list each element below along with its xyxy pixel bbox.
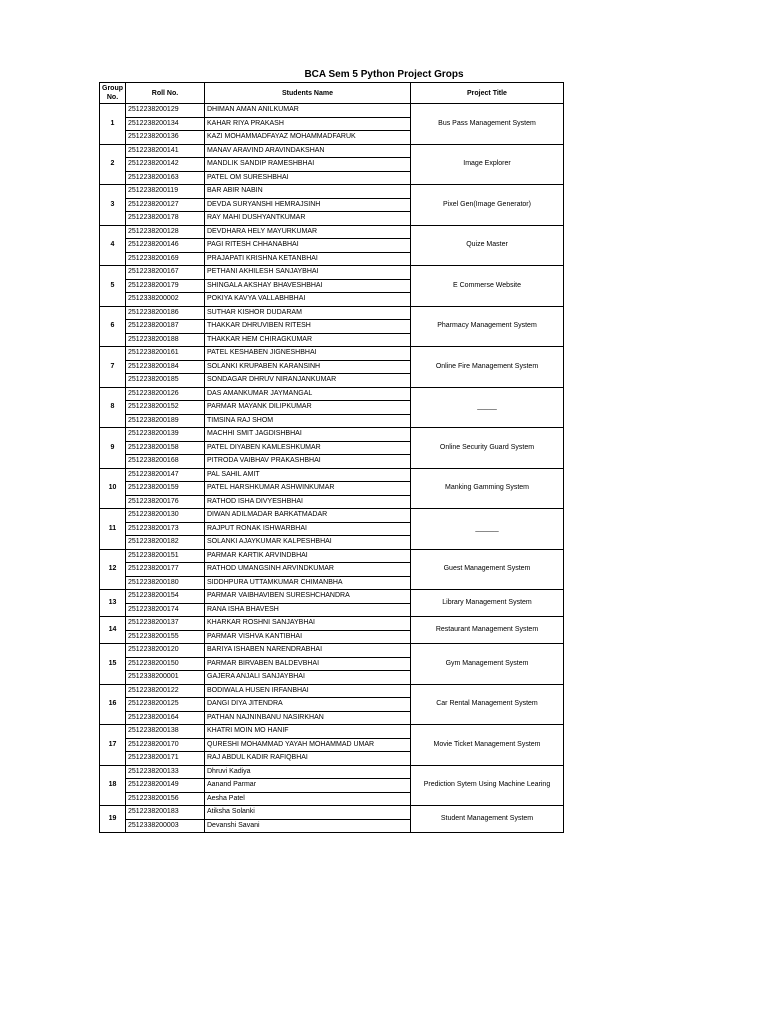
student-name: RATHOD ISHA DIVYESHBHAI xyxy=(205,495,411,509)
group-number: 3 xyxy=(100,185,126,226)
roll-number: 2512238200186 xyxy=(126,306,205,320)
project-title: Manking Gamming System xyxy=(411,468,564,509)
student-name: PARMAR VAIBHAVIBEN SURESHCHANDRA xyxy=(205,590,411,604)
roll-number: 2512238200125 xyxy=(126,698,205,712)
roll-number: 2512238200147 xyxy=(126,468,205,482)
table-row xyxy=(100,387,564,401)
student-name: MANDLIK SANDIP RAMESHBHAI xyxy=(205,158,411,172)
student-name: Atiksha Solanki xyxy=(205,806,411,820)
table-row xyxy=(100,644,564,658)
roll-number: 2512238200177 xyxy=(126,563,205,577)
student-name: PATEL DIYABEN KAMLESHKUMAR xyxy=(205,441,411,455)
student-name: DIWAN ADILMADAR BARKATMADAR xyxy=(205,509,411,523)
table-row xyxy=(100,306,564,320)
student-name: RAJPUT RONAK ISHWARBHAI xyxy=(205,522,411,536)
roll-number: 2512238200154 xyxy=(126,590,205,604)
header-row xyxy=(100,83,564,104)
student-name: PAGI RITESH CHHANABHAI xyxy=(205,239,411,253)
student-name: GAJERA ANJALI SANJAYBHAI xyxy=(205,671,411,685)
group-number: 18 xyxy=(100,765,126,806)
roll-number: 2512238200133 xyxy=(126,765,205,779)
project-title: Gym Management System xyxy=(411,644,564,685)
table-row xyxy=(100,185,564,199)
student-name: PARMAR MAYANK DILIPKUMAR xyxy=(205,401,411,415)
student-name: PETHANI AKHILESH SANJAYBHAI xyxy=(205,266,411,280)
student-name: PITRODA VAIBHAV PRAKASHBHAI xyxy=(205,455,411,469)
student-name: Dhruvi Kadiya xyxy=(205,765,411,779)
roll-number: 2512238200137 xyxy=(126,617,205,631)
table-row xyxy=(100,684,564,698)
student-name: THAKKAR HEM CHIRAGKUMAR xyxy=(205,333,411,347)
project-title: Image Explorer xyxy=(411,144,564,185)
roll-number: 2512238200167 xyxy=(126,266,205,280)
roll-number: 2512238200141 xyxy=(126,144,205,158)
table-row xyxy=(100,428,564,442)
roll-number: 2512238200151 xyxy=(126,549,205,563)
table-row xyxy=(100,806,564,820)
roll-number: 2512238200128 xyxy=(126,225,205,239)
student-name: Devanshi Savani xyxy=(205,819,411,833)
student-name: Aanand Parmar xyxy=(205,779,411,793)
table-row xyxy=(100,104,564,118)
group-number: 16 xyxy=(100,684,126,725)
student-name: PARMAR BIRVABEN BALDEVBHAI xyxy=(205,657,411,671)
roll-number: 2512238200185 xyxy=(126,374,205,388)
project-title: Prediction Sytem Using Machine Learing xyxy=(411,765,564,806)
roll-number: 2512238200169 xyxy=(126,252,205,266)
roll-number: 2512238200155 xyxy=(126,630,205,644)
roll-number: 2512238200180 xyxy=(126,576,205,590)
group-number: 14 xyxy=(100,617,126,644)
roll-number: 2512238200163 xyxy=(126,171,205,185)
student-name: SONDAGAR DHRUV NIRANJANKUMAR xyxy=(205,374,411,388)
project-title: Car Rental Management System xyxy=(411,684,564,725)
student-name: RANA ISHA BHAVESH xyxy=(205,603,411,617)
roll-number: 2512238200126 xyxy=(126,387,205,401)
group-number: 15 xyxy=(100,644,126,685)
header-roll-no: Roll No. xyxy=(126,83,205,104)
student-name: SIDDHPURA UTTAMKUMAR CHIMANBHA xyxy=(205,576,411,590)
student-name: RAY MAHI DUSHYANTKUMAR xyxy=(205,212,411,226)
student-name: Aesha Patel xyxy=(205,792,411,806)
roll-number: 2512238200119 xyxy=(126,185,205,199)
student-name: PATEL OM SURESHBHAI xyxy=(205,171,411,185)
group-number: 19 xyxy=(100,806,126,833)
project-title: ______ xyxy=(411,509,564,550)
roll-number: 2512238200122 xyxy=(126,684,205,698)
project-title: Quize Master xyxy=(411,225,564,266)
roll-number: 2512238200142 xyxy=(126,158,205,172)
student-name: SOLANKI KRUPABEN KARANSINH xyxy=(205,360,411,374)
roll-number: 2512238200136 xyxy=(126,131,205,145)
student-name: BODIWALA HUSEN IRFANBHAI xyxy=(205,684,411,698)
student-name: KHARKAR ROSHNI SANJAYBHAI xyxy=(205,617,411,631)
roll-number: 2512238200127 xyxy=(126,198,205,212)
group-number: 4 xyxy=(100,225,126,266)
student-name: DEVDA SURYANSHI HEMRAJSINH xyxy=(205,198,411,212)
table-row xyxy=(100,617,564,631)
student-name: KAHAR RIYA PRAKASH xyxy=(205,117,411,131)
roll-number: 2512238200156 xyxy=(126,792,205,806)
student-name: BARIYA ISHABEN NARENDRABHAI xyxy=(205,644,411,658)
group-number: 13 xyxy=(100,590,126,617)
group-number: 5 xyxy=(100,266,126,307)
student-name: BAR ABIR NABIN xyxy=(205,185,411,199)
project-title: Pharmacy Management System xyxy=(411,306,564,347)
student-name: DHIMAN AMAN ANILKUMAR xyxy=(205,104,411,118)
group-number: 17 xyxy=(100,725,126,766)
header-project-title: Project Title xyxy=(411,83,564,104)
group-number: 8 xyxy=(100,387,126,428)
group-number: 6 xyxy=(100,306,126,347)
student-name: PATHAN NAJNINBANU NASIRKHAN xyxy=(205,711,411,725)
project-title: Guest Management System xyxy=(411,549,564,590)
student-name: POKIYA KAVYA VALLABHBHAI xyxy=(205,293,411,307)
student-name: RATHOD UMANGSINH ARVINDKUMAR xyxy=(205,563,411,577)
group-number: 1 xyxy=(100,104,126,145)
roll-number: 2512238200189 xyxy=(126,414,205,428)
student-name: DAS AMANKUMAR JAYMANGAL xyxy=(205,387,411,401)
roll-number: 2512238200152 xyxy=(126,401,205,415)
student-name: PARMAR KARTIK ARVINDBHAI xyxy=(205,549,411,563)
table-body xyxy=(100,104,564,833)
project-groups-table xyxy=(99,82,564,833)
student-name: PATEL KESHABEN JIGNESHBHAI xyxy=(205,347,411,361)
roll-number: 2512238200164 xyxy=(126,711,205,725)
roll-number: 2512238200176 xyxy=(126,495,205,509)
student-name: SUTHAR KISHOR DUDARAM xyxy=(205,306,411,320)
student-name: PRAJAPATI KRISHNA KETANBHAI xyxy=(205,252,411,266)
roll-number: 2512238200159 xyxy=(126,482,205,496)
project-title: Online Fire Management System xyxy=(411,347,564,388)
roll-number: 2512238200149 xyxy=(126,779,205,793)
student-name: QURESHI MOHAMMAD YAYAH MOHAMMAD UMAR xyxy=(205,738,411,752)
table-row xyxy=(100,266,564,280)
roll-number: 2512238200171 xyxy=(126,752,205,766)
student-name: KAZI MOHAMMADFAYAZ MOHAMMADFARUK xyxy=(205,131,411,145)
project-title: Library Management System xyxy=(411,590,564,617)
roll-number: 2512238200139 xyxy=(126,428,205,442)
table-row xyxy=(100,347,564,361)
table-row xyxy=(100,509,564,523)
roll-number: 2512238200150 xyxy=(126,657,205,671)
table-row xyxy=(100,549,564,563)
group-number: 2 xyxy=(100,144,126,185)
roll-number: 2512338200001 xyxy=(126,671,205,685)
group-number: 9 xyxy=(100,428,126,469)
roll-number: 2512238200179 xyxy=(126,279,205,293)
table-row xyxy=(100,725,564,739)
table-row xyxy=(100,144,564,158)
header-group-no: Group No. xyxy=(100,83,126,104)
roll-number: 2512238200158 xyxy=(126,441,205,455)
table-row xyxy=(100,225,564,239)
student-name: MACHHI SMIT JAGDISHBHAI xyxy=(205,428,411,442)
roll-number: 2512238200120 xyxy=(126,644,205,658)
roll-number: 2512338200003 xyxy=(126,819,205,833)
project-title: Pixel Gen(Image Generator) xyxy=(411,185,564,226)
project-title: Movie Ticket Management System xyxy=(411,725,564,766)
project-title: Student Management System xyxy=(411,806,564,833)
table-row xyxy=(100,590,564,604)
roll-number: 2512238200182 xyxy=(126,536,205,550)
group-number: 11 xyxy=(100,509,126,550)
student-name: TIMSINA RAJ SHOM xyxy=(205,414,411,428)
roll-number: 2512238200161 xyxy=(126,347,205,361)
project-title: Online Security Guard System xyxy=(411,428,564,469)
student-name: PARMAR VISHVA KANTIBHAI xyxy=(205,630,411,644)
student-name: SOLANKI AJAYKUMAR KALPESHBHAI xyxy=(205,536,411,550)
roll-number: 2512238200188 xyxy=(126,333,205,347)
student-name: MANAV ARAVIND ARAVINDAKSHAN xyxy=(205,144,411,158)
project-title: Restaurant Management System xyxy=(411,617,564,644)
roll-number: 2512238200138 xyxy=(126,725,205,739)
roll-number: 2512238200170 xyxy=(126,738,205,752)
roll-number: 2512238200183 xyxy=(126,806,205,820)
group-number: 10 xyxy=(100,468,126,509)
project-title: _____ xyxy=(411,387,564,428)
roll-number: 2512338200002 xyxy=(126,293,205,307)
project-title: E Commerse Website xyxy=(411,266,564,307)
group-number: 7 xyxy=(100,347,126,388)
roll-number: 2512238200130 xyxy=(126,509,205,523)
student-name: DANGI DIYA JITENDRA xyxy=(205,698,411,712)
roll-number: 2512238200146 xyxy=(126,239,205,253)
roll-number: 2512238200174 xyxy=(126,603,205,617)
roll-number: 2512238200187 xyxy=(126,320,205,334)
document-title: BCA Sem 5 Python Project Grops xyxy=(304,69,464,80)
student-name: SHINGALA AKSHAY BHAVESHBHAI xyxy=(205,279,411,293)
roll-number: 2512238200129 xyxy=(126,104,205,118)
student-name: RAJ ABDUL KADIR RAFIQBHAI xyxy=(205,752,411,766)
table-row xyxy=(100,468,564,482)
header-students-name: Students Name xyxy=(205,83,411,104)
table-row xyxy=(100,765,564,779)
group-number: 12 xyxy=(100,549,126,590)
student-name: DEVDHARA HELY MAYURKUMAR xyxy=(205,225,411,239)
roll-number: 2512238200184 xyxy=(126,360,205,374)
roll-number: 2512238200168 xyxy=(126,455,205,469)
student-name: KHATRI MOIN MO HANIF xyxy=(205,725,411,739)
student-name: THAKKAR DHRUVIBEN RITESH xyxy=(205,320,411,334)
project-title: Bus Pass Management System xyxy=(411,104,564,145)
student-name: PAL SAHIL AMIT xyxy=(205,468,411,482)
student-name: PATEL HARSHKUMAR ASHWINKUMAR xyxy=(205,482,411,496)
roll-number: 2512238200178 xyxy=(126,212,205,226)
roll-number: 2512238200173 xyxy=(126,522,205,536)
roll-number: 2512238200134 xyxy=(126,117,205,131)
